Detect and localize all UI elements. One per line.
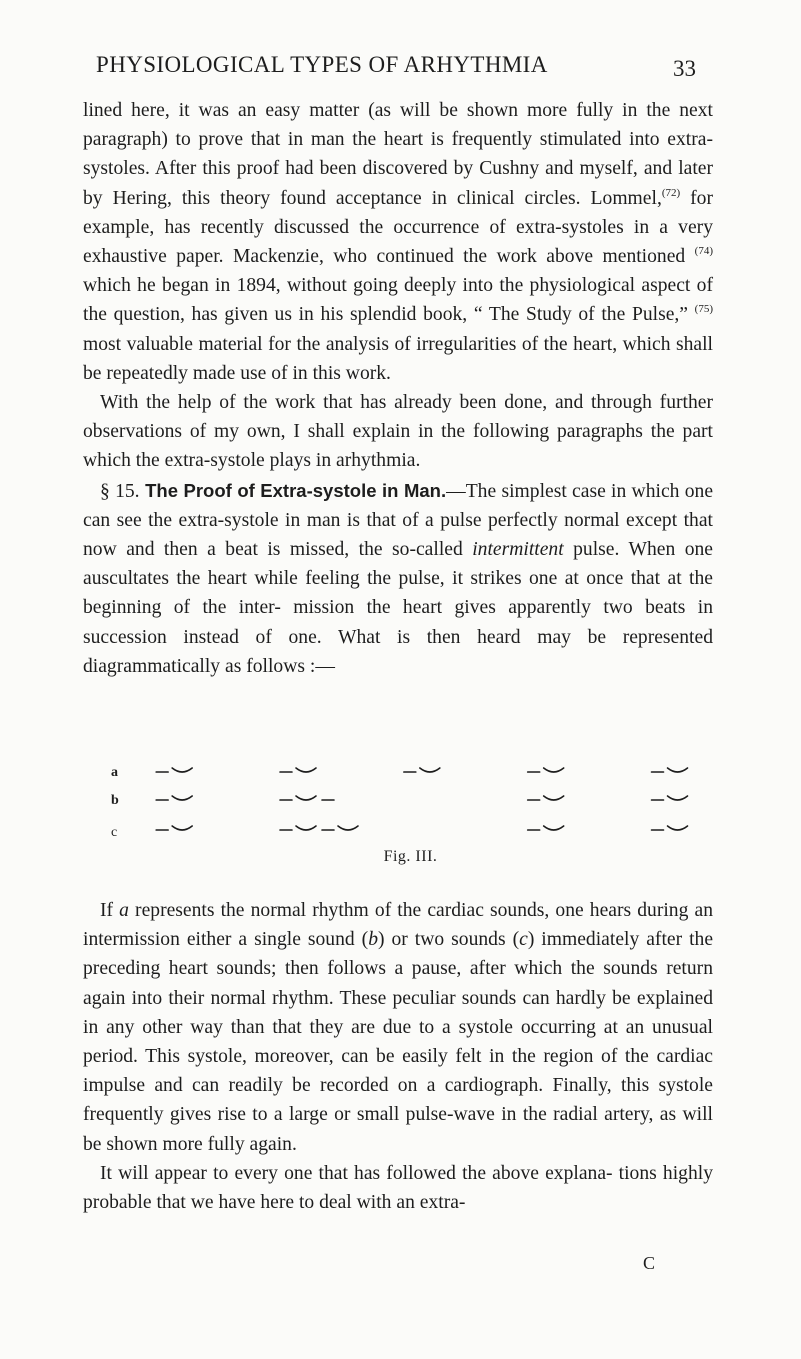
paragraph-1-text-2: for example, has recently discussed the occurrence of extra-systoles in a very exhaustive paper. Mackenzie, who continued the work above mentioned bbox=[83, 187, 713, 268]
paragraph-1-text-3: which he began in 1894, without going deeply into the physiological aspect of the question, has given us in his splendid book, “ The Study of the Pulse,” bbox=[83, 275, 713, 326]
sound-curve-r0-g2 bbox=[420, 768, 440, 772]
paragraph-4-text-2: represents the normal rhythm of the cardiac sounds, one hears during an intermission either a single sound ( bbox=[83, 900, 713, 951]
italic-c: c bbox=[519, 929, 528, 951]
paragraph-3 bbox=[83, 476, 713, 681]
paragraph-1-text-4: most valuable material for the analysis of irregularities of the heart, which shall be repeatedly made use of in this work. bbox=[83, 333, 713, 384]
sound-curve-r0-g3 bbox=[544, 768, 564, 772]
sound-curve-r2-g0 bbox=[172, 826, 192, 830]
paragraph-1 bbox=[83, 96, 713, 388]
paragraph-5: It will appear to every one that has followed the above explana- tions highly probable that we have here to deal with an extra- bbox=[83, 1162, 713, 1214]
paragraph-3-text-1: —The simplest case in which one can see the extra-systole in man is that of a pulse perfectly normal except that now and then a beat is missed, the so-called bbox=[83, 480, 714, 561]
heart-sound-diagram bbox=[108, 764, 728, 846]
main-text-continued bbox=[83, 896, 713, 1217]
row-label-b: b bbox=[111, 793, 119, 808]
reference-75: (75) bbox=[694, 303, 713, 316]
sound-curve-r2-g3 bbox=[668, 826, 688, 830]
sound-curve-r2-g1 bbox=[296, 826, 316, 830]
intermittent-term: intermittent bbox=[472, 539, 564, 561]
sound-curve-r1-g0 bbox=[172, 796, 192, 800]
section-title: The Proof of Extra-systole in Man. bbox=[139, 479, 447, 501]
sound-curve-r2-g2 bbox=[544, 826, 564, 830]
sound-curve-r0-g1 bbox=[296, 768, 316, 772]
paragraph-1-text-1: lined here, it was an easy matter (as will be shown more fully in the next paragraph) to prove that in man the heart is frequently stimulated into extra-systoles. After this proof had been discovered by Cushny and myself, and later by Hering, this theory found acceptance in clinical circles. Lommel, bbox=[83, 100, 713, 209]
running-title: PHYSIOLOGICAL TYPES OF ARHYTHMIA bbox=[96, 52, 548, 77]
section-mark: § 15. bbox=[100, 480, 140, 502]
paragraph-3-text-2: pulse. When one auscultates the heart while feeling the pulse, it strikes one at once that at the beginning of the inter- mission the heart gives apparently two beats in succession instead of one. What is then heard may be represented diagrammatically as follows :— bbox=[83, 539, 713, 677]
paragraph-4-text-4: ) immediately after the preceding heart sounds; then follows a pause, after which the sounds return again into their normal rhythm. These peculiar sounds can hardly be explained in any other way than that they are due to a systole occurring at an unusual period. This systole, moreover, can be easily felt in the region of the cardiac impulse and can readily be recorded on a cardiograph. Finally, this systole frequently gives rise to a large or small pulse-wave in the radial artery, as will be shown more fully again. bbox=[83, 929, 714, 1155]
paragraph-4-text-3: ) or two sounds ( bbox=[378, 929, 520, 951]
sound-curve-r2-g1 bbox=[338, 826, 358, 830]
signature-mark: C bbox=[643, 1253, 656, 1273]
page-number: 33 bbox=[673, 56, 696, 81]
sound-curve-r1-g1 bbox=[296, 796, 316, 800]
paragraph-2: With the help of the work that has already been done, and through further observations of my own, I shall explain in the following paragraphs the part which the extra-systole plays in arhythmia. bbox=[83, 392, 713, 472]
reference-72: (72) bbox=[661, 186, 681, 199]
italic-b: b bbox=[368, 929, 378, 951]
main-text bbox=[83, 96, 713, 681]
row-label-c: c bbox=[111, 825, 118, 840]
sound-curve-r1-g2 bbox=[544, 796, 564, 800]
sound-curve-r1-g3 bbox=[668, 796, 688, 800]
italic-a: a bbox=[119, 900, 129, 921]
sound-curve-r0-g4 bbox=[668, 768, 688, 772]
sound-curve-r0-g0 bbox=[172, 768, 192, 772]
row-label-a: a bbox=[111, 765, 118, 780]
page-header bbox=[0, 52, 801, 92]
figure-iii bbox=[108, 764, 728, 874]
paragraph-4 bbox=[83, 896, 713, 1159]
figure-caption: Fig. III. bbox=[383, 848, 438, 865]
paragraph-4-text-1: If bbox=[100, 900, 120, 921]
reference-74: (74) bbox=[694, 245, 713, 258]
